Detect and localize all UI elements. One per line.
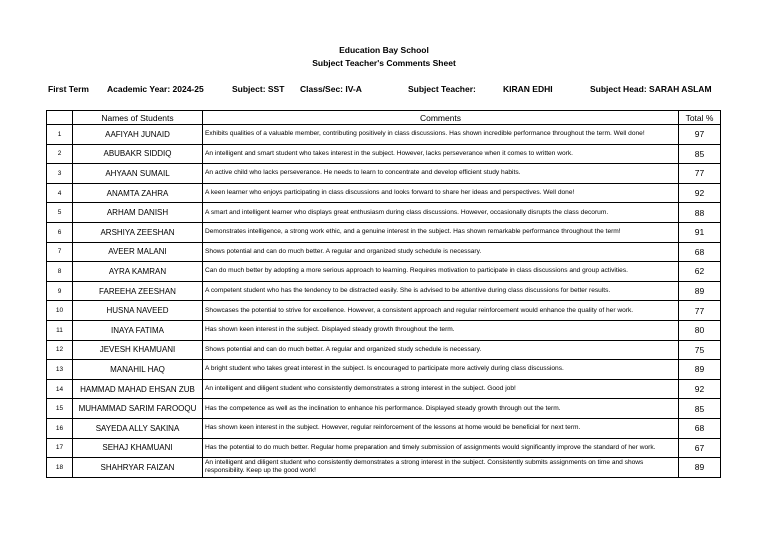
- student-total-cell: [679, 262, 721, 282]
- student-total: 92: [694, 188, 705, 199]
- row-number-cell: [47, 262, 73, 282]
- table-row: [47, 144, 721, 164]
- table-row: [47, 458, 721, 478]
- row-number-cell: [47, 203, 73, 223]
- student-total-cell: [679, 458, 721, 478]
- student-name: ANAMTA ZAHRA: [106, 188, 169, 198]
- student-total-cell: [679, 125, 721, 145]
- student-comment-cell: [203, 379, 679, 399]
- student-comment: A keen learner who enjoys participating in class discussions and looks forward to share her ideas and perspectives. Well done!: [205, 188, 575, 196]
- student-total-cell: [679, 222, 721, 242]
- student-name: FAREEHA ZEESHAN: [99, 286, 176, 296]
- student-comment: A smart and intelligent learner who displays great enthusiasm during class discussions. However, occasionally disrupts the class decorum.: [205, 208, 609, 216]
- student-comment: A competent student who has the tendency to be distracted easily. She is advised to be attentive during class discussions for better results.: [205, 286, 611, 294]
- student-name-cell: [73, 183, 203, 203]
- row-number-cell: [47, 360, 73, 380]
- student-comment-cell: [203, 458, 679, 478]
- student-comment: An intelligent and diligent student who consistently demonstrates a strong interest in the subject. Good job!: [205, 384, 516, 392]
- student-comment: Demonstrates intelligence, a strong work ethic, and a genuine interest in the subject. Has shown remarkable performance throughout the term!: [205, 228, 621, 236]
- row-number-cell: [47, 222, 73, 242]
- row-number: 14: [55, 385, 64, 393]
- student-total: 77: [694, 168, 705, 179]
- student-comment: Has shown keen interest in the subject. However, regular reinforcement of the lessons at home would be beneficial for next term.: [205, 424, 581, 432]
- student-comment: Shows potential and can do much better. A regular and organized study schedule is necessary.: [205, 345, 482, 353]
- student-comment-cell: [203, 144, 679, 164]
- row-number: 13: [55, 365, 64, 373]
- student-name: ABUBAKR SIDDIQ: [103, 149, 172, 159]
- student-name-cell: [73, 301, 203, 321]
- student-total-cell: [679, 242, 721, 262]
- row-number-cell: [47, 183, 73, 203]
- student-comment-cell: [203, 242, 679, 262]
- student-name-cell: [73, 281, 203, 301]
- student-total-cell: [679, 360, 721, 380]
- row-number: 1: [57, 130, 62, 138]
- student-name: AYRA KAMRAN: [108, 266, 167, 276]
- sheet-meta: [0, 84, 768, 96]
- student-comment: Showcases the potential to strive for excellence. However, a consistent approach and regular reinforcement would enhance the quality of her work.: [205, 306, 634, 314]
- row-number: 15: [55, 405, 64, 413]
- row-number: 12: [55, 346, 64, 354]
- table-row: [47, 125, 721, 145]
- term-label: First Term: [48, 84, 89, 94]
- student-name: ARHAM DANISH: [106, 208, 169, 218]
- student-name: JEVESH KHAMUANI: [99, 345, 176, 355]
- student-name-cell: [73, 242, 203, 262]
- student-total-cell: [679, 438, 721, 458]
- student-name-cell: [73, 125, 203, 145]
- row-number: 18: [55, 463, 64, 471]
- table-body: [47, 125, 721, 478]
- table-row: [47, 203, 721, 223]
- student-name: SEHAJ KHAMUANI: [102, 443, 173, 453]
- header-comments: Comments: [203, 111, 679, 125]
- student-total-cell: [679, 144, 721, 164]
- student-total: 97: [694, 129, 705, 140]
- row-number-cell: [47, 379, 73, 399]
- student-name-cell: [73, 360, 203, 380]
- table-row: [47, 320, 721, 340]
- table-row: [47, 281, 721, 301]
- student-comment-cell: [203, 183, 679, 203]
- student-comment: Has the potential to do much better. Regular home preparation and timely submission of assignments would significantly improve the standard of her work.: [205, 443, 656, 451]
- student-comment: An active child who lacks perseverance. He needs to learn to concentrate and develop efficient study habits.: [205, 169, 521, 177]
- student-total-cell: [679, 399, 721, 419]
- student-total: 85: [694, 403, 705, 414]
- student-name-cell: [73, 399, 203, 419]
- student-comment-cell: [203, 320, 679, 340]
- student-name-cell: [73, 320, 203, 340]
- student-name: MANAHIL HAQ: [110, 364, 165, 374]
- row-number: 9: [57, 287, 62, 295]
- student-name-cell: [73, 262, 203, 282]
- student-comment-cell: [203, 164, 679, 184]
- student-name-cell: [73, 379, 203, 399]
- student-comment: An intelligent and smart student who takes interest in the subject. However, lacks perseverance when it comes to written work.: [205, 149, 573, 157]
- subject-head: Subject Head: SARAH ASLAM: [590, 84, 712, 94]
- student-name-cell: [73, 458, 203, 478]
- student-name-cell: [73, 144, 203, 164]
- sheet-title: Subject Teacher's Comments Sheet: [312, 58, 456, 68]
- academic-year: Academic Year: 2024-25: [107, 84, 204, 94]
- student-total: 89: [694, 364, 705, 375]
- student-total: 68: [694, 246, 705, 257]
- student-name: AAFIYAH JUNAID: [105, 129, 170, 139]
- student-total: 91: [694, 227, 705, 238]
- table-row: [47, 222, 721, 242]
- row-number: 11: [56, 326, 63, 334]
- student-comment-cell: [203, 301, 679, 321]
- header-total: Total %: [679, 111, 721, 125]
- student-total: 89: [694, 462, 705, 473]
- comments-table: [46, 110, 721, 478]
- student-total-cell: [679, 203, 721, 223]
- student-comment-cell: [203, 399, 679, 419]
- student-comment: A bright student who takes great interest in the subject. Is encouraged to participate more actively during class discussions.: [205, 365, 564, 373]
- student-comment-cell: [203, 418, 679, 438]
- student-total: 85: [694, 148, 705, 159]
- student-comment: Has shown keen interest in the subject. Displayed steady growth throughout the term.: [205, 326, 455, 334]
- student-comment-cell: [203, 281, 679, 301]
- row-number-cell: [47, 399, 73, 419]
- class-section: Class/Sec: IV-A: [300, 84, 362, 94]
- student-name: AHYAAN SUMAIL: [105, 168, 170, 178]
- table-row: [47, 164, 721, 184]
- student-total: 80: [694, 325, 705, 336]
- row-number-cell: [47, 458, 73, 478]
- student-total: 68: [694, 423, 705, 434]
- row-number-cell: [47, 281, 73, 301]
- student-name: INAYA FATIMA: [111, 325, 164, 335]
- student-comment-cell: [203, 360, 679, 380]
- table-row: [47, 360, 721, 380]
- student-name-cell: [73, 340, 203, 360]
- student-comment: Has the competence as well as the inclination to enhance his performance. Displayed steady growth through out the term.: [205, 404, 561, 412]
- row-number: 5: [57, 209, 62, 217]
- teacher-name: KIRAN EDHI: [503, 84, 553, 94]
- row-number: 16: [55, 424, 64, 432]
- student-comment: An intelligent and diligent student who consistently demonstrates a strong interest in the subject. Consistently submits assignments on time and shows responsibility. Keep up the good work!: [205, 459, 644, 475]
- row-number: 6: [57, 228, 62, 236]
- row-number-cell: [47, 125, 73, 145]
- table-row: [47, 242, 721, 262]
- row-number-cell: [47, 418, 73, 438]
- student-total: 75: [694, 344, 705, 355]
- table-header-row: [47, 111, 721, 125]
- row-number-cell: [47, 144, 73, 164]
- student-comment-cell: [203, 340, 679, 360]
- header-serial: [47, 111, 73, 125]
- student-total: 92: [694, 384, 705, 395]
- student-total: 67: [694, 442, 705, 453]
- student-name: AVEER MALANI: [108, 247, 167, 257]
- teacher-label: Subject Teacher:: [408, 84, 476, 94]
- table-row: [47, 262, 721, 282]
- student-name: SHAHRYAR FAIZAN: [100, 462, 175, 472]
- header-names: Names of Students: [73, 111, 203, 125]
- row-number-cell: [47, 242, 73, 262]
- table-row: [47, 379, 721, 399]
- student-comment: Exhibits qualities of a valuable member, contributing positively in class discussions. Has shown incredible performance throughout the term. Well done!: [205, 130, 645, 138]
- table-row: [47, 183, 721, 203]
- student-name: MUHAMMAD SARIM FAROOQU: [78, 404, 197, 414]
- student-comment-cell: [203, 203, 679, 223]
- student-total-cell: [679, 281, 721, 301]
- student-total-cell: [679, 340, 721, 360]
- row-number: 7: [57, 248, 62, 256]
- row-number-cell: [47, 320, 73, 340]
- row-number-cell: [47, 301, 73, 321]
- row-number: 3: [57, 169, 62, 177]
- row-number: 4: [57, 189, 62, 197]
- student-total-cell: [679, 418, 721, 438]
- student-total: 62: [694, 266, 705, 277]
- student-total: 77: [694, 305, 705, 316]
- student-total: 88: [694, 207, 705, 218]
- row-number: 8: [57, 267, 62, 275]
- student-name: SAYEDA ALLY SAKINA: [95, 423, 180, 433]
- student-total-cell: [679, 320, 721, 340]
- student-name-cell: [73, 164, 203, 184]
- student-comment: Shows potential and can do much better. A regular and organized study schedule is necessary.: [205, 247, 482, 255]
- table-row: [47, 438, 721, 458]
- student-name: HUSNA NAVEED: [106, 306, 169, 316]
- table-row: [47, 340, 721, 360]
- student-total: 89: [694, 286, 705, 297]
- student-total-cell: [679, 164, 721, 184]
- student-total-cell: [679, 301, 721, 321]
- row-number-cell: [47, 438, 73, 458]
- student-comment-cell: [203, 262, 679, 282]
- subject: Subject: SST: [232, 84, 285, 94]
- row-number-cell: [47, 164, 73, 184]
- student-name-cell: [73, 438, 203, 458]
- student-name: HAMMAD MAHAD EHSAN ZUB: [80, 384, 195, 394]
- table-row: [47, 301, 721, 321]
- row-number: 2: [57, 150, 62, 158]
- student-name-cell: [73, 222, 203, 242]
- student-comment-cell: [203, 125, 679, 145]
- table-row: [47, 399, 721, 419]
- student-total-cell: [679, 379, 721, 399]
- row-number: 17: [55, 444, 64, 452]
- school-name: Education Bay School: [339, 45, 429, 55]
- row-number: 10: [55, 307, 64, 315]
- student-comment-cell: [203, 438, 679, 458]
- student-name: ARSHIYA ZEESHAN: [100, 227, 175, 237]
- student-name-cell: [73, 203, 203, 223]
- student-name-cell: [73, 418, 203, 438]
- student-comment: Can do much better by adopting a more serious approach to learning. Requires motivation to participate in class discussions and group activities.: [205, 267, 628, 275]
- student-total-cell: [679, 183, 721, 203]
- table-row: [47, 418, 721, 438]
- student-comment-cell: [203, 222, 679, 242]
- row-number-cell: [47, 340, 73, 360]
